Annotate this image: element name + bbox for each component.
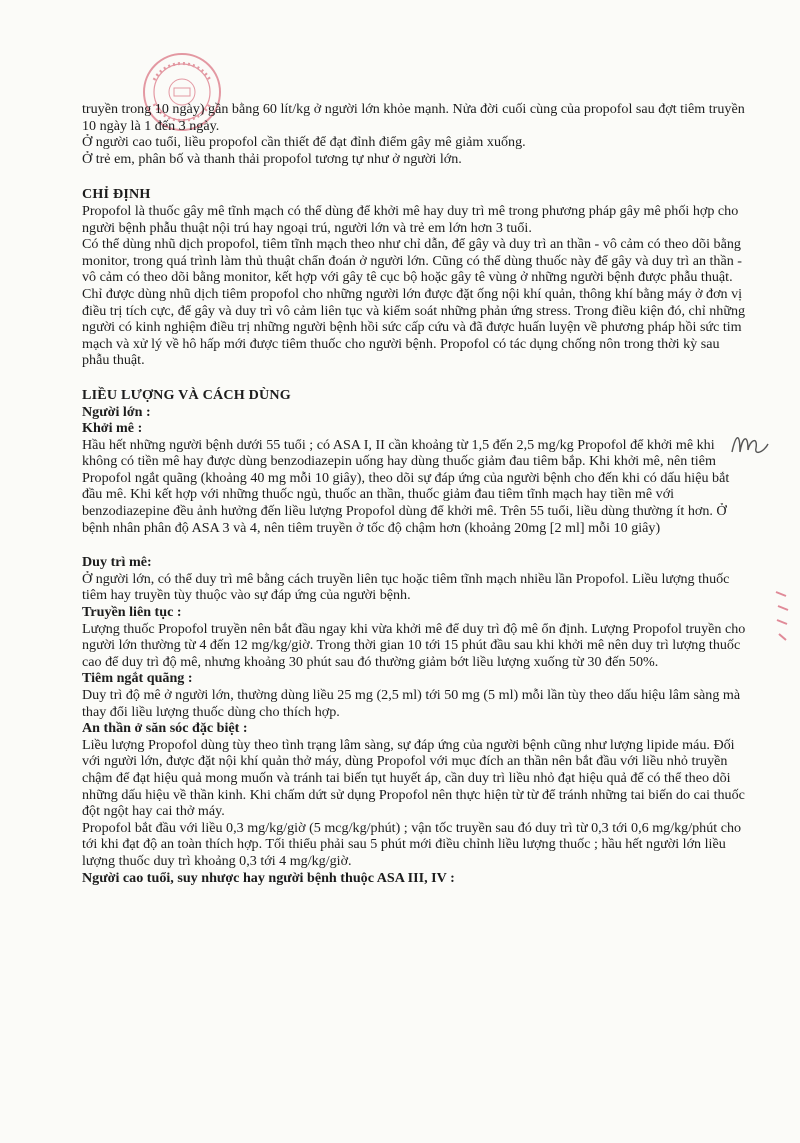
subheading-an-than: An thần ở săn sóc đặc biệt : (82, 720, 248, 737)
paragraph: Có thể dùng nhũ dịch propofol, tiêm tĩnh mạch theo như chỉ dẫn, để gây và duy trì an thần - vô cảm có theo dõi bằng monitor, trong quá trình làm thủ thuật chẩn đoán ở người lớn. Cũng có thể dùng thuốc này để gây và duy trì an thần - vô cảm có theo dõi bằng monitor, kết hợp với gây tê cục bộ hoặc gây tê vùng ở những người bệnh được phẫu thuật. (82, 236, 742, 286)
subheading-tiem-ngat-quang: Tiêm ngắt quãng : (82, 670, 193, 687)
subheading-nguoi-cao-tuoi: Người cao tuổi, suy nhược hay người bệnh thuộc ASA III, IV : (82, 869, 455, 886)
paragraph: Ở người cao tuổi, liều propofol cần thiết để đạt đỉnh điểm gây mê giảm xuống. (82, 134, 526, 151)
paragraph: Chỉ được dùng nhũ dịch tiêm propofol cho những người lớn được đặt ống nội khí quản, thông khí bằng máy ở đơn vị điều trị tích cực, để gây và duy trì vô cảm liên tục và kiểm soát những phản ứng stress. Trong điều kiện đó, chỉ những người có kinh nghiệm điều trị những người bệnh hồi sức cấp cứu và đã được huấn luyện về phương pháp hồi sức tim mạch và xử lý về hô hấp mới được tiêm thuốc cho người bệnh. Propofol có tác dụng chống nôn trong thời kỳ sau phẫu thuật. (82, 285, 746, 369)
paragraph: Ở người lớn, có thể duy trì mê bằng cách truyền liên tục hoặc tiêm tĩnh mạch nhiều lần Propofol. Liều lượng thuốc tiêm hay truyền tùy thuộc vào sự đáp ứng của người bệnh. (82, 570, 730, 604)
paragraph: Liều lượng Propofol dùng tùy theo tình trạng lâm sàng, sự đáp ứng của người bệnh cũng như lượng lipide máu. Đối với người lớn, được đặt nội khí quản thở máy, dùng Propofol với mục đích an thần nên bắt đầu với liều nhỏ truyền chậm để đạt hiệu quả mong muốn và tránh tai biến tụt huyết áp, cần duy trì liều nhỏ đạt hiệu quả để có thể theo dõi những dấu hiệu về thần kinh. Khi chấm dứt sử dụng Propofol nên thực hiện từ từ để tránh những tai biến do cai thuốc đột ngột hay cai thở máy. (82, 736, 745, 820)
subheading-nguoi-lon: Người lớn : (82, 403, 151, 420)
section-heading-lieu-luong: LIỀU LƯỢNG VÀ CÁCH DÙNG (82, 386, 291, 403)
paragraph: Lượng thuốc Propofol truyền nên bắt đầu ngay khi vừa khởi mê để duy trì độ mê ổn định. Lượng Propofol truyền cho người lớn thường từ 4 đến 12 mg/kg/giờ. Trong thời gian 10 tới 15 phút đầu sau khi khởi mê nên duy trì lượng thuốc cao để duy trì độ mê, nhưng khoảng 30 phút sau đó thường giảm bớt liều lượng xuống từ 30 đến 50%. (82, 620, 746, 670)
paragraph: Ở trẻ em, phân bố và thanh thải propofol tương tự như ở người lớn. (82, 150, 462, 167)
section-heading-chi-dinh: CHỈ ĐỊNH (82, 186, 151, 203)
paragraph: truyền trong 10 ngày) gần bằng 60 lít/kg ở người lớn khỏe mạnh. Nửa đời cuối cùng của propofol sau đợt tiêm truyền 10 ngày là 1 đến 3 ngày. (82, 101, 745, 134)
paragraph: Propofol là thuốc gây mê tĩnh mạch có thể dùng để khởi mê hay duy trì mê trong phương pháp gây mê phối hợp cho người bệnh phẫu thuật nội trú hay ngoại trú, người lớn và trẻ em lớn hơn 3 tuổi. (82, 202, 739, 236)
paragraph: Propofol bắt đầu với liều 0,3 mg/kg/giờ (5 mcg/kg/phút) ; vận tốc truyền sau đó duy trì từ 0,3 tới 0,6 mg/kg/phút cho tới khi đạt độ an toàn thích hợp. Tối thiểu phải sau 5 phút mới điều chỉnh liều lượng thuốc ; hầu hết người lớn liều lượng thuốc duy trì khoảng 0,3 tới 4 mg/kg/giờ. (82, 819, 742, 869)
paragraph: Duy trì độ mê ở người lớn, thường dùng liều 25 mg (2,5 ml) tới 50 mg (5 ml) mỗi lần tùy theo dấu hiệu lâm sàng mà thay đổi liều lượng thuốc dùng cho thích hợp. (82, 687, 741, 720)
paragraph: Hầu hết những người bệnh dưới 55 tuổi ; có ASA I, II cần khoảng từ 1,5 đến 2,5 mg/kg Propofol để khởi mê khi không có tiền mê hay được dùng benzodiazepin uống hay dùng thuốc giảm đau tiêm bắp. Khi khởi mê, nên tiêm Propofol ngắt quãng (khoảng 40 mg mỗi 10 giây), theo dõi sự đáp ứng của người bệnh cho đến khi có dấu hiệu bắt đầu mê. Khi kết hợp với những thuốc ngủ, thuốc an thần, thuốc giảm đau tiêm tĩnh mạch hay tiền mê với benzodiazepine đều ảnh hưởng đến liều lượng Propofol dùng để khởi mê. Trên 55 tuổi, liều dùng thường ít hơn. Ở bệnh nhân phân độ ASA 3 và 4, nên tiêm truyền ở tốc độ chậm hơn (khoảng 20mg [2 ml] mỗi 10 giây) (82, 436, 730, 536)
handwritten-initials (728, 426, 774, 460)
red-edge-mark (772, 586, 792, 646)
subheading-duy-tri: Duy trì mê: (82, 554, 152, 571)
subheading-khoi-me: Khởi mê : (82, 420, 143, 437)
subheading-truyen-lien-tuc: Truyền liên tục : (82, 604, 182, 621)
document-body (82, 101, 750, 886)
